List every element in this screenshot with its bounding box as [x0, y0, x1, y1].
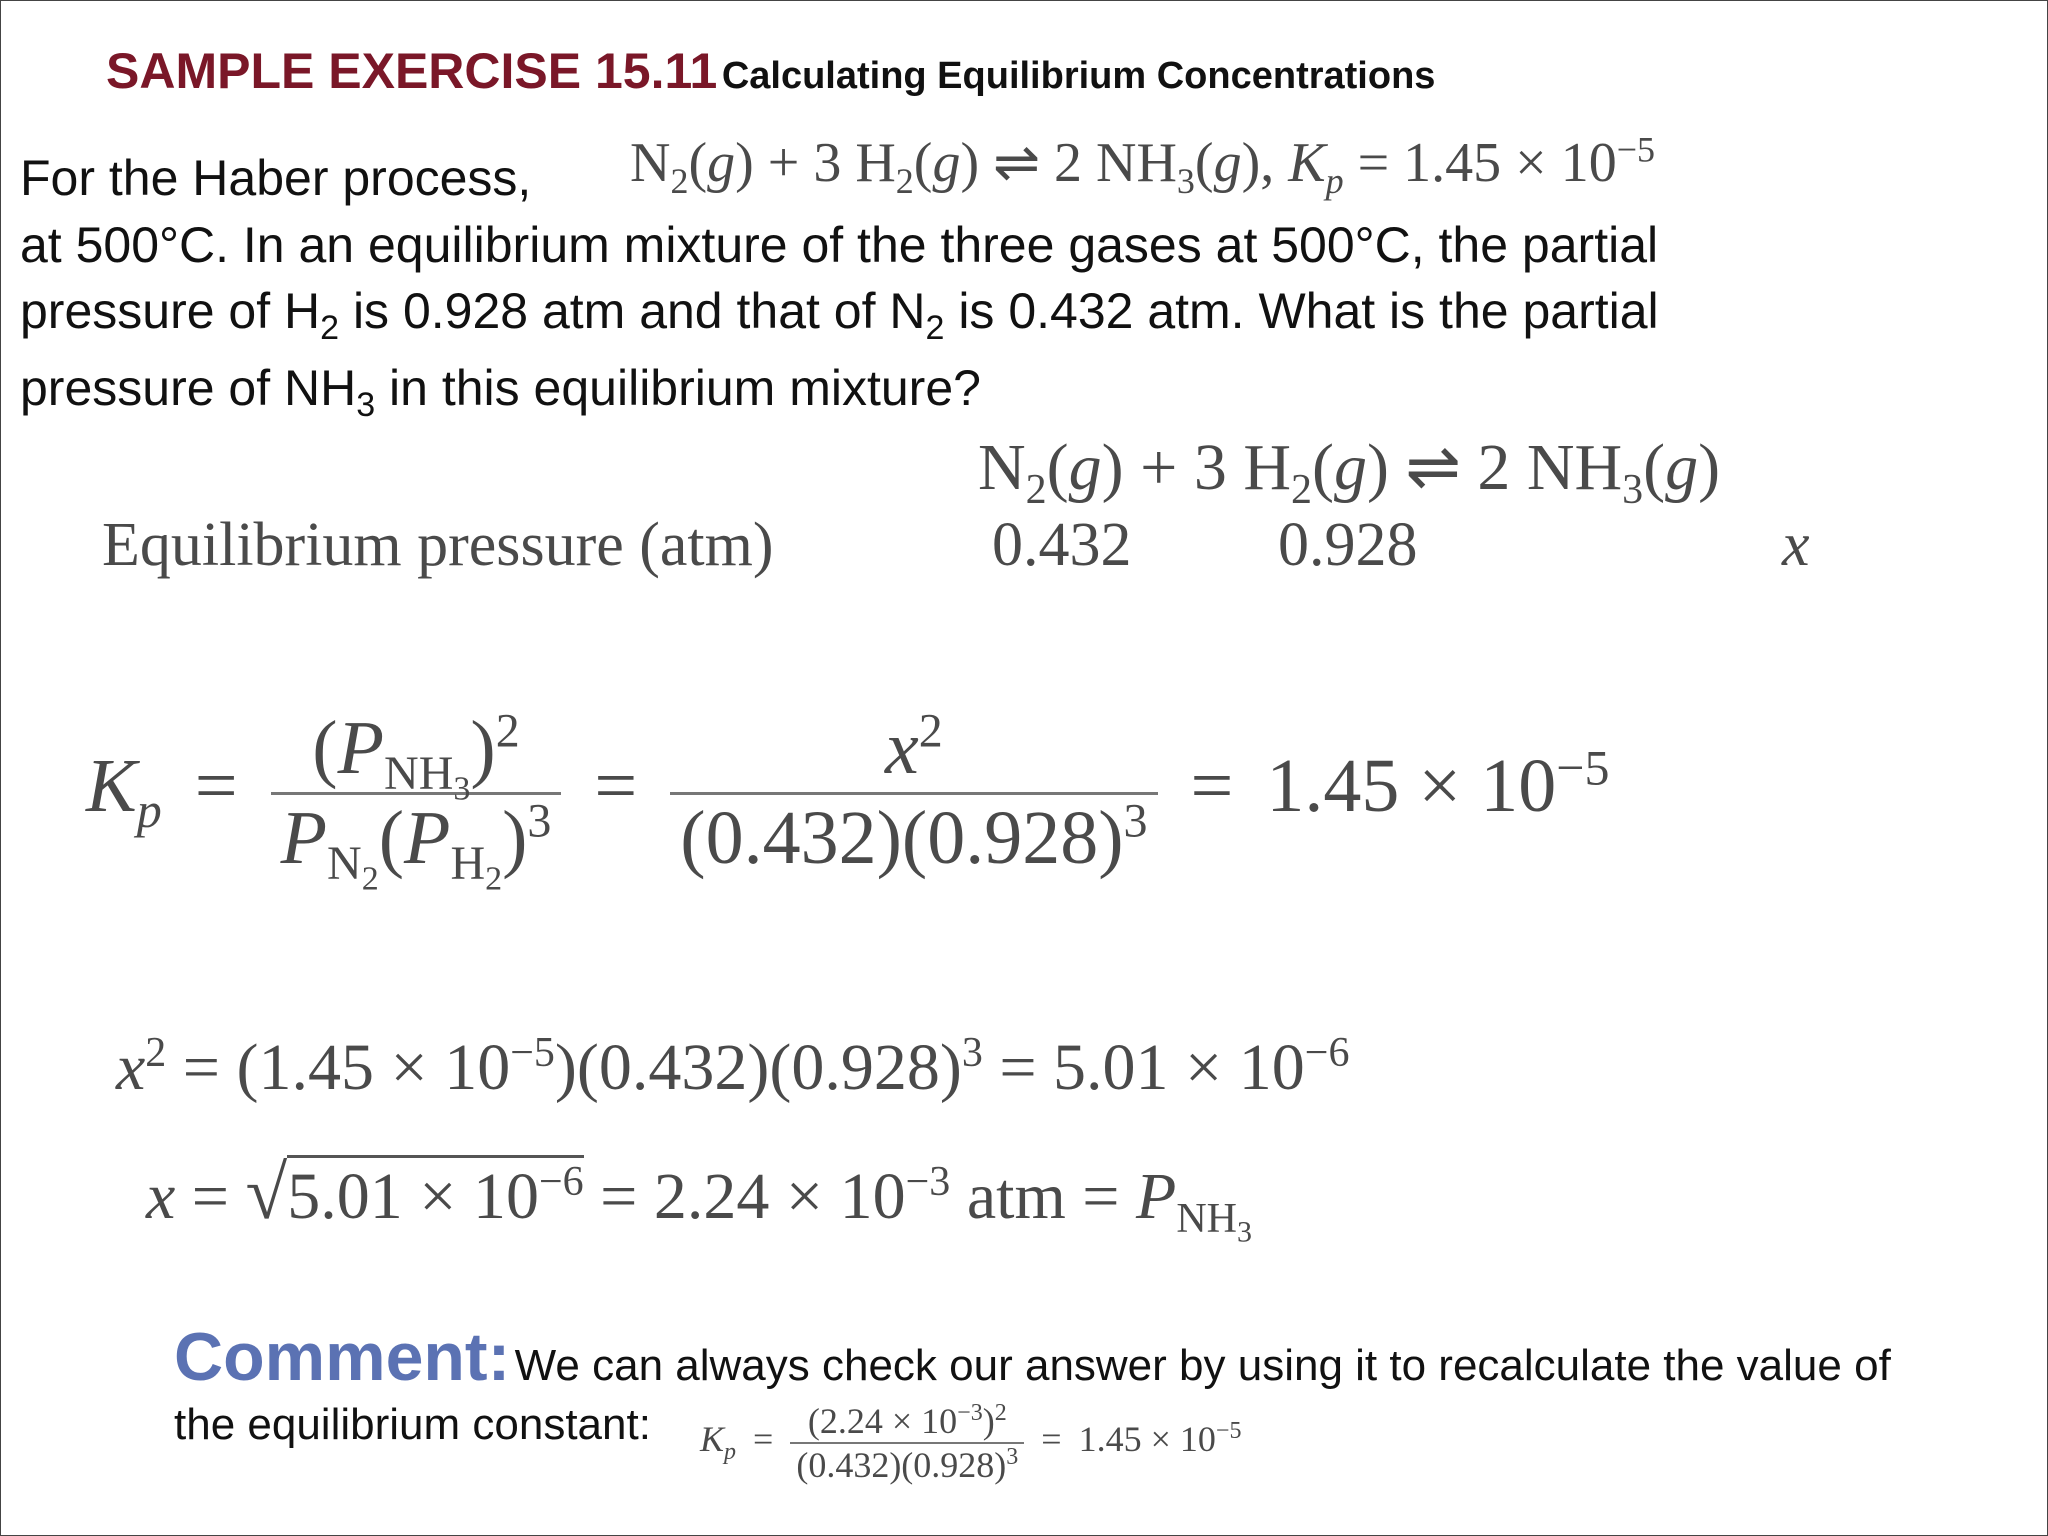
reaction-with-kp: $N_2(g) + 3$ $H_2(g)$ ⇌ 2 $NH_3(g)$, $K_p = 1.45 \times 10^{-5}$: [630, 129, 1656, 202]
problem-line-4: pressure of $NH_3$ in this equilibrium mixture?: [20, 360, 981, 424]
comment-label: Comment:: [174, 1319, 511, 1395]
exercise-label: SAMPLE EXERCISE 15.11: [106, 43, 718, 99]
sqrt-icon: √: [245, 1151, 288, 1235]
equilibrium-arrows-icon: ⇌: [993, 132, 1041, 194]
problem-line-3: pressure of $H_2$ is 0.928 atm and that of $N_2$ is 0.432 atm. What is the partial: [20, 283, 1659, 347]
kp-equation: $K_p$ = $\frac{(P_{NH_3})^2}{P_{N_2}(P_{H_2})^3}$ = $\frac{x^2}{(0.432)(0.928)^3}$ = $1.45 \times 10^{-5}$: [86, 704, 1610, 898]
problem-line-2: at 500°C. In an equilibrium mixture of the three gases at 500°C, the partial: [20, 217, 1659, 273]
table-row-label: Equilibrium pressure (atm): [102, 511, 774, 579]
exercise-title: Calculating Equilibrium Concentrations: [721, 55, 1436, 97]
table-reaction: $N_2(g) + 3$ $H_2(g)$ ⇌ 2 $NH_3(g)$: [978, 431, 1721, 514]
step-1: $x^2 = (1.45 \times 10^{-5})(0.432)(0.928)^3 = 5.01 \times 10^{-6}$: [116, 1030, 1350, 1104]
table-value-h2: 0.928: [1278, 511, 1418, 579]
step-2: $x = √5.01 \times 10^{-6} = 2.24 \times 10^{-3}$ atm = $P_{NH_3}$: [146, 1151, 1253, 1249]
kp-check-fraction: $\frac{(2.24 \times 10^{-3})^2}{(0.432)(0.928)^3}$: [790, 1400, 1024, 1486]
comment-block: [174, 1318, 1891, 1396]
equilibrium-arrows-icon: ⇌: [1405, 431, 1461, 504]
table-value-nh3: x: [1782, 511, 1810, 579]
comment-line-2: the equilibrium constant:: [174, 1400, 651, 1449]
kp-check-equation: $K_p$ = $\frac{(2.24 \times 10^{-3})^2}{(0.432)(0.928)^3}$ = $1.45 \times 10^{-5}$: [700, 1400, 1242, 1485]
table-value-n2: 0.432: [992, 511, 1132, 579]
problem-intro: For the Haber process,: [20, 150, 532, 206]
comment-line-1: We can always check our answer by using it to recalculate the value of: [514, 1341, 1891, 1390]
slide-header: [106, 42, 1435, 100]
kp-substituted-fraction: $\frac{x^2}{(0.432)(0.928)^3}$: [670, 705, 1157, 882]
kp-expression-fraction: $\frac{(P_{NH_3})^2}{P_{N_2}(P_{H_2})^3}$: [271, 705, 562, 882]
kp-check-result: $1.45 \times 10^{-5}$: [1078, 1418, 1242, 1460]
kp-value: $1.45 \times 10^{-5}$: [1266, 739, 1610, 828]
